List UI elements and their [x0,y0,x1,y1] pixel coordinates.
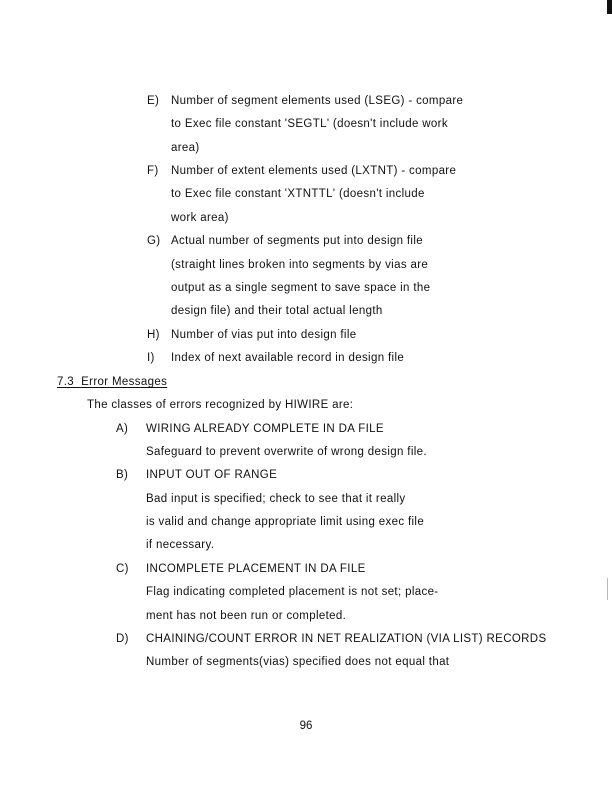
error-desc-c-line-2: ment has not been run or completed. [146,610,347,622]
list-item-e-line-3: area) [171,142,200,154]
error-desc-c-line-1: Flag indicating completed placement is not set; place- [146,586,439,598]
list-label-e: E) [147,95,160,107]
list-item-f-line-3: work area) [171,212,229,224]
list-label-f: F) [147,165,159,177]
page-number: 96 [299,720,313,732]
error-label-d: D) [116,633,129,645]
error-label-c: C) [116,563,129,575]
list-item-g-line-2: (straight lines broken into segments by vias are [171,259,429,271]
list-item-h-line-1: Number of vias put into design file [171,329,357,341]
list-label-i: I) [147,352,155,364]
list-label-h: H) [147,329,160,341]
section-number: 7.3 [57,376,75,388]
list-item-e-line-1: Number of segment elements used (LSEG) - compare [171,95,464,107]
error-desc-a-line-1: Safeguard to prevent overwrite of wrong design file. [146,446,427,458]
list-item-g-line-1: Actual number of segments put into design file [171,235,423,247]
error-title-b: INPUT OUT OF RANGE [146,469,278,481]
section-intro: The classes of errors recognized by HIWIRE are: [87,399,354,411]
error-title-c: INCOMPLETE PLACEMENT IN DA FILE [146,563,366,575]
list-item-g-line-4: design file) and their total actual length [171,305,383,317]
error-label-b: B) [116,469,129,481]
error-desc-b-line-1: Bad input is specified; check to see that it really [146,493,406,505]
section-heading [57,375,167,389]
list-item-f-line-1: Number of extent elements used (LXTNT) - compare [171,165,457,177]
list-item-g-line-3: output as a single segment to save space in the [171,282,431,294]
error-label-a: A) [116,423,129,435]
list-item-e-line-2: to Exec file constant 'SEGTL' (doesn't include work [171,118,448,130]
list-item-i-line-1: Index of next available record in design file [171,352,405,364]
error-desc-b-line-3: if necessary. [146,539,215,551]
error-title-a: WIRING ALREADY COMPLETE IN DA FILE [146,423,384,435]
error-desc-b-line-2: is valid and change appropriate limit using exec file [146,516,425,528]
scan-edge-mark [607,578,608,600]
list-label-g: G) [147,235,161,247]
error-desc-d-line-1: Number of segments(vias) specified does not equal that [146,656,450,668]
scan-corner-mark [607,0,612,14]
error-title-d: CHAINING/COUNT ERROR IN NET REALIZATION (VIA LIST) RECORDS [146,633,547,645]
section-title: Error Messages [81,376,168,388]
list-item-f-line-2: to Exec file constant 'XTNTTL' (doesn't include [171,188,425,200]
